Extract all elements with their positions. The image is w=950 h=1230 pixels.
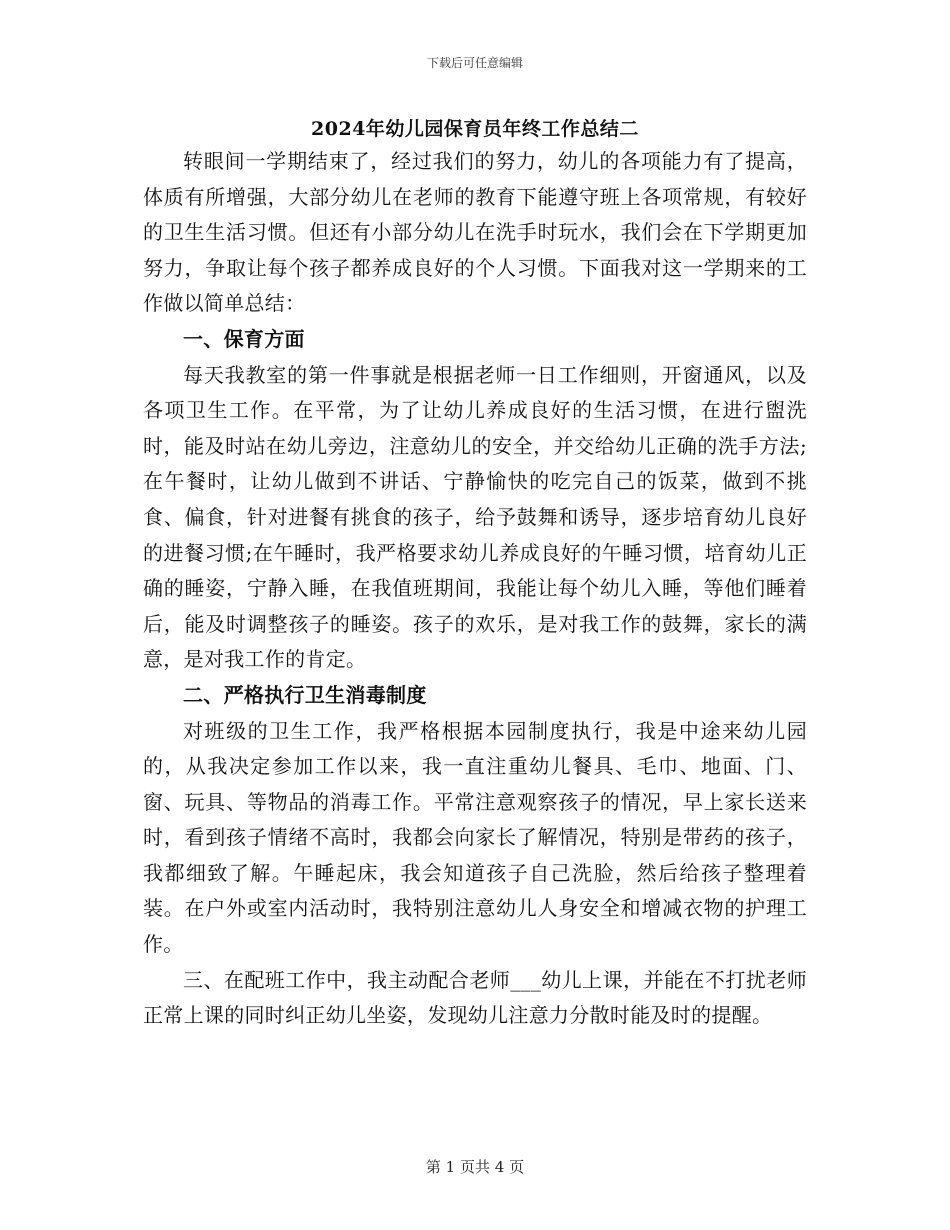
hygiene-paragraph: 对班级的卫生工作，我严格根据本园制度执行，我是中途来幼儿园的，从我决定参加工作以来，我一直注重幼儿餐具、毛巾、地面、门、窗、玩具、等物品的消毒工作。平常注意观察孩子的情况，早上家长送来时，看到孩子情绪不高时，我都会向家长了解情况，特别是带药的孩子，我都细致了解。午睡起床，我会知道孩子自己洗脸，然后给孩子整理着装。在户外或室内活动时，我特别注意幼儿人身安全和增减衣物的护理工作。 [143, 718, 807, 957]
page-number: 第 1 页共 4 页 [425, 1158, 525, 1176]
document-body [143, 144, 807, 1034]
document-title: 2024年幼儿园保育员年终工作总结二 [311, 118, 639, 140]
intro-paragraph: 转眼间一学期结束了，经过我们的努力，幼儿的各项能力有了提高，体质有所增强，大部分幼儿在老师的教育下能遵守班上各项常规，有较好的卫生生活习惯。但还有小部分幼儿在洗手时玩水，我们会在下学期更加努力，争取让每个孩子都养成良好的个人习惯。下面我对这一学期来的工作做以简单总结： [143, 149, 807, 316]
teaching-support-paragraph: 三、在配班工作中，我主动配合老师___幼儿上课，并能在不打扰老师正常上课的同时纠正幼儿坐姿，发现幼儿注意力分散时能及时的提醒。 [143, 967, 807, 1028]
section-heading-care: 一、保育方面 [183, 326, 305, 351]
section-heading-hygiene: 二、严格执行卫生消毒制度 [183, 682, 427, 707]
header-note: 下载后可任意编辑 [426, 56, 523, 70]
care-paragraph: 每天我教室的第一件事就是根据老师一日工作细则，开窗通风，以及各项卫生工作。在平常，为了让幼儿养成良好的生活习惯，在进行盥洗时，能及时站在幼儿旁边，注意幼儿的安全，并交给幼儿正确的洗手方法;在午餐时，让幼儿做到不讲话、宁静愉快的吃完自己的饭菜，做到不挑食、偏食，针对进餐有挑食的孩子，给予鼓舞和诱导，逐步培育幼儿良好的进餐习惯;在午睡时，我严格要求幼儿养成良好的午睡习惯，培育幼儿正确的睡姿，宁静入睡，在我值班期间，我能让每个幼儿入睡，等他们睡着后，能及时调整孩子的睡姿。孩子的欢乐，是对我工作的鼓舞，家长的满意，是对我工作的肯定。 [143, 362, 807, 672]
